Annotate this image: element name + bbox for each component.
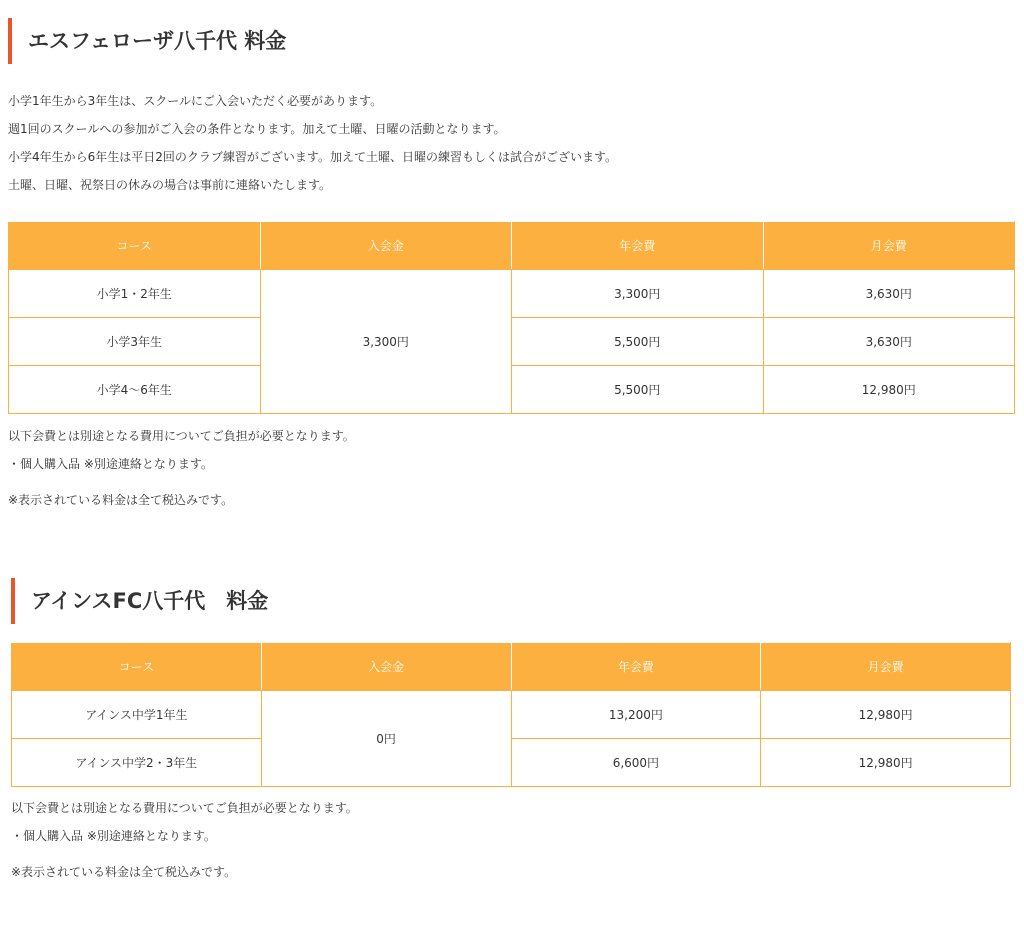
intro-line: 土曜、日曜、祝祭日の休みの場合は事前に連絡いたします。 — [8, 178, 332, 192]
course-cell: 小学3年生 — [9, 318, 261, 366]
notes — [8, 422, 355, 514]
note-line: ・個人購入品 ※別途連絡となります。 — [8, 457, 213, 471]
table-row — [9, 366, 1015, 414]
header-course: コース — [9, 222, 261, 270]
header-course: コース — [12, 643, 262, 691]
table-header-row — [12, 643, 1011, 691]
notes — [11, 794, 358, 886]
intro-line: 小学1年生から3年生は、スクールにご入会いただく必要があります。 — [8, 94, 383, 108]
annual-fee-cell: 5,500円 — [512, 366, 764, 414]
table-row — [9, 270, 1015, 318]
fee-table — [8, 221, 1015, 414]
section-title: エスフェローザ八千代 料金 — [8, 18, 1024, 64]
section-eins-fc-fees — [0, 578, 1024, 879]
course-cell: アインス中学1年生 — [12, 691, 262, 739]
table-header-row — [9, 222, 1015, 270]
entry-fee-cell: 3,300円 — [260, 270, 512, 414]
monthly-fee-cell: 3,630円 — [763, 270, 1015, 318]
section-esferosa-fees — [0, 18, 1024, 507]
entry-fee-cell: 0円 — [261, 691, 511, 787]
header-entry-fee: 入会金 — [261, 643, 511, 691]
course-cell: 小学4〜6年生 — [9, 366, 261, 414]
annual-fee-cell: 13,200円 — [511, 691, 761, 739]
monthly-fee-cell: 12,980円 — [761, 691, 1011, 739]
table-row — [9, 318, 1015, 366]
fee-table — [11, 642, 1011, 787]
table-row — [12, 691, 1011, 739]
header-entry-fee: 入会金 — [260, 222, 512, 270]
header-monthly-fee: 月会費 — [761, 643, 1011, 691]
monthly-fee-cell: 3,630円 — [763, 318, 1015, 366]
note-line: 以下会費とは別途となる費用についてご負担が必要となります。 — [8, 429, 355, 443]
intro-line: 小学4年生から6年生は平日2回のクラブ練習がございます。加えて土曜、日曜の練習もしくは試合がございます。 — [8, 150, 617, 164]
tax-note: ※表示されている料金は全て税込みです。 — [8, 493, 234, 507]
section-title: アインスFC八千代 料金 — [11, 578, 1024, 624]
course-cell: 小学1・2年生 — [9, 270, 261, 318]
header-annual-fee: 年会費 — [511, 643, 761, 691]
intro-line: 週1回のスクールへの参加がご入会の条件となります。加えて土曜、日曜の活動となります。 — [8, 122, 506, 136]
header-monthly-fee: 月会費 — [763, 222, 1015, 270]
intro-text — [8, 87, 1024, 199]
table-row — [12, 739, 1011, 787]
tax-note: ※表示されている料金は全て税込みです。 — [11, 865, 237, 879]
monthly-fee-cell: 12,980円 — [761, 739, 1011, 787]
header-annual-fee: 年会費 — [512, 222, 764, 270]
course-cell: アインス中学2・3年生 — [12, 739, 262, 787]
annual-fee-cell: 6,600円 — [511, 739, 761, 787]
annual-fee-cell: 5,500円 — [512, 318, 764, 366]
note-line: 以下会費とは別途となる費用についてご負担が必要となります。 — [11, 801, 358, 815]
annual-fee-cell: 3,300円 — [512, 270, 764, 318]
monthly-fee-cell: 12,980円 — [763, 366, 1015, 414]
note-line: ・個人購入品 ※別途連絡となります。 — [11, 829, 216, 843]
